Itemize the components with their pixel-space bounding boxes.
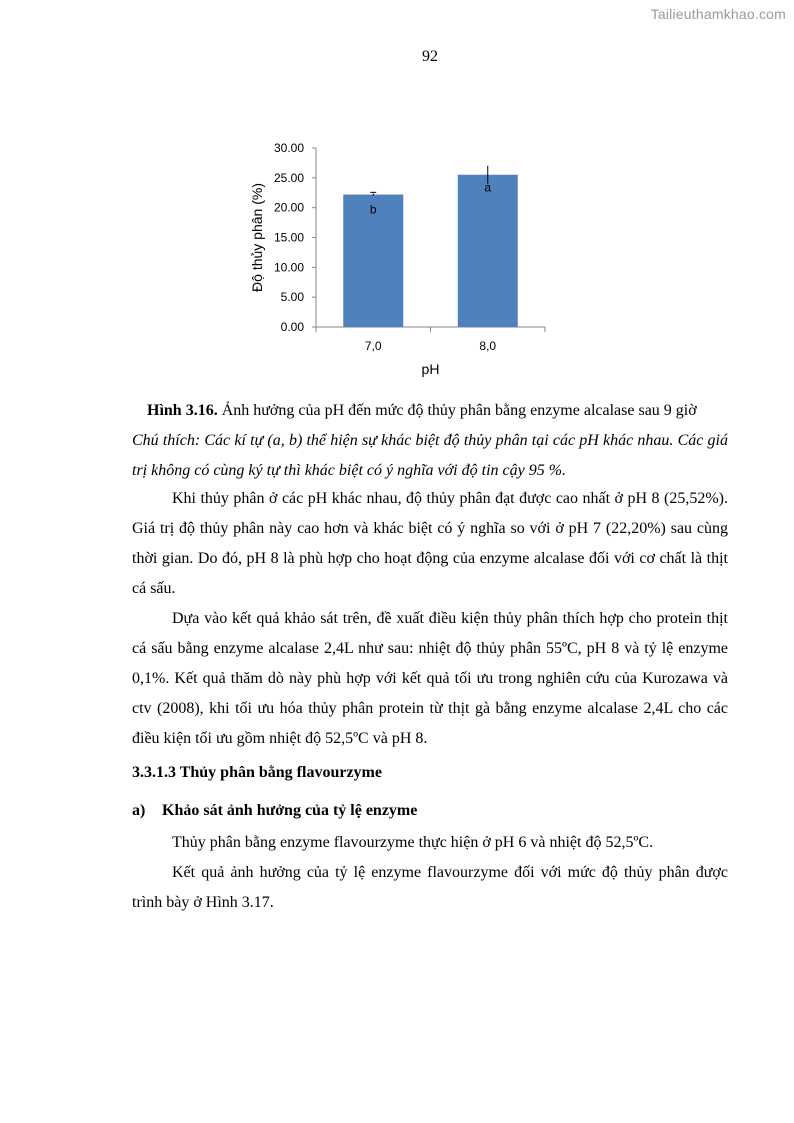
y-tick-label: 25.00: [273, 170, 304, 185]
figure-note: Chú thích: Các kí tự (a, b) thể hiện sự khác biệt độ thủy phân tại các pH khác nhau. Các giá trị không có cùng ký tự thì khác biệt có ý nghĩa với độ tin cậy 95 %.: [132, 432, 728, 479]
x-tick-label: 8,0: [479, 339, 497, 353]
y-tick-label: 30.00: [273, 141, 304, 155]
bar: [458, 175, 518, 327]
x-tick-label: 7,0: [364, 339, 382, 353]
subsection-heading: [132, 802, 417, 820]
figure-label: Hình 3.16.: [147, 402, 218, 419]
figure-caption: [132, 396, 728, 486]
bar-significance-label: a: [484, 180, 492, 195]
y-tick-label: 0.00: [280, 320, 304, 334]
y-tick-label: 10.00: [273, 260, 304, 275]
y-tick-label: 15.00: [273, 230, 304, 245]
subsection-marker: a): [132, 802, 146, 819]
page-number: 92: [422, 48, 438, 65]
subsection-title: Khảo sát ảnh hưởng của tỷ lệ enzyme: [162, 802, 418, 819]
y-tick-label: 20.00: [273, 200, 304, 215]
chart-svg: [240, 138, 560, 383]
body-section-1: [132, 484, 728, 754]
body-section-2: [132, 828, 728, 918]
x-axis-title: pH: [421, 361, 440, 377]
paragraph: Kết quả ảnh hưởng của tỷ lệ enzyme flavourzyme đối với mức độ thủy phân được trình bày ở Hình 3.17.: [132, 864, 728, 911]
y-tick-label: 5.00: [280, 290, 304, 305]
bar-chart: [240, 138, 560, 383]
paragraph: Thủy phân bằng enzyme flavourzyme thực hiện ở pH 6 và nhiệt độ 52,5ºC.: [172, 834, 654, 851]
watermark: Tailieuthamkhao.com: [650, 6, 786, 22]
section-heading: 3.3.1.3 Thủy phân bằng flavourzyme: [132, 764, 382, 781]
bar-significance-label: b: [369, 202, 377, 217]
figure-title: Ảnh hưởng của pH đến mức độ thủy phân bằng enzyme alcalase sau 9 giờ: [217, 402, 697, 419]
paragraph: Dựa vào kết quả khảo sát trên, đề xuất điều kiện thủy phân thích hợp cho protein thịt cá sấu bằng enzyme alcalase 2,4L như sau: nhiệt độ thủy phân 55ºC, pH 8 và tỷ lệ enzyme 0,1%. Kết quả thăm dò này phù hợp với kết quả tối ưu trong nghiên cứu của Kurozawa và ctv (2008), khi tối ưu hóa thủy phân protein từ thịt gà bằng enzyme alcalase 2,4L cho các điều kiện tối ưu gồm nhiệt độ 52,5ºC và pH 8.: [132, 610, 728, 747]
paragraph: Khi thủy phân ở các pH khác nhau, độ thủy phân đạt được cao nhất ở pH 8 (25,52%). Giá trị độ thủy phân này cao hơn và khác biệt có ý nghĩa so với ở pH 7 (22,20%) sau cùng thời gian. Do đó, pH 8 là phù hợp cho hoạt động của enzyme alcalase đối với cơ chất là thịt cá sấu.: [132, 490, 728, 597]
y-axis-title: Độ thủy phân (%): [249, 183, 265, 292]
